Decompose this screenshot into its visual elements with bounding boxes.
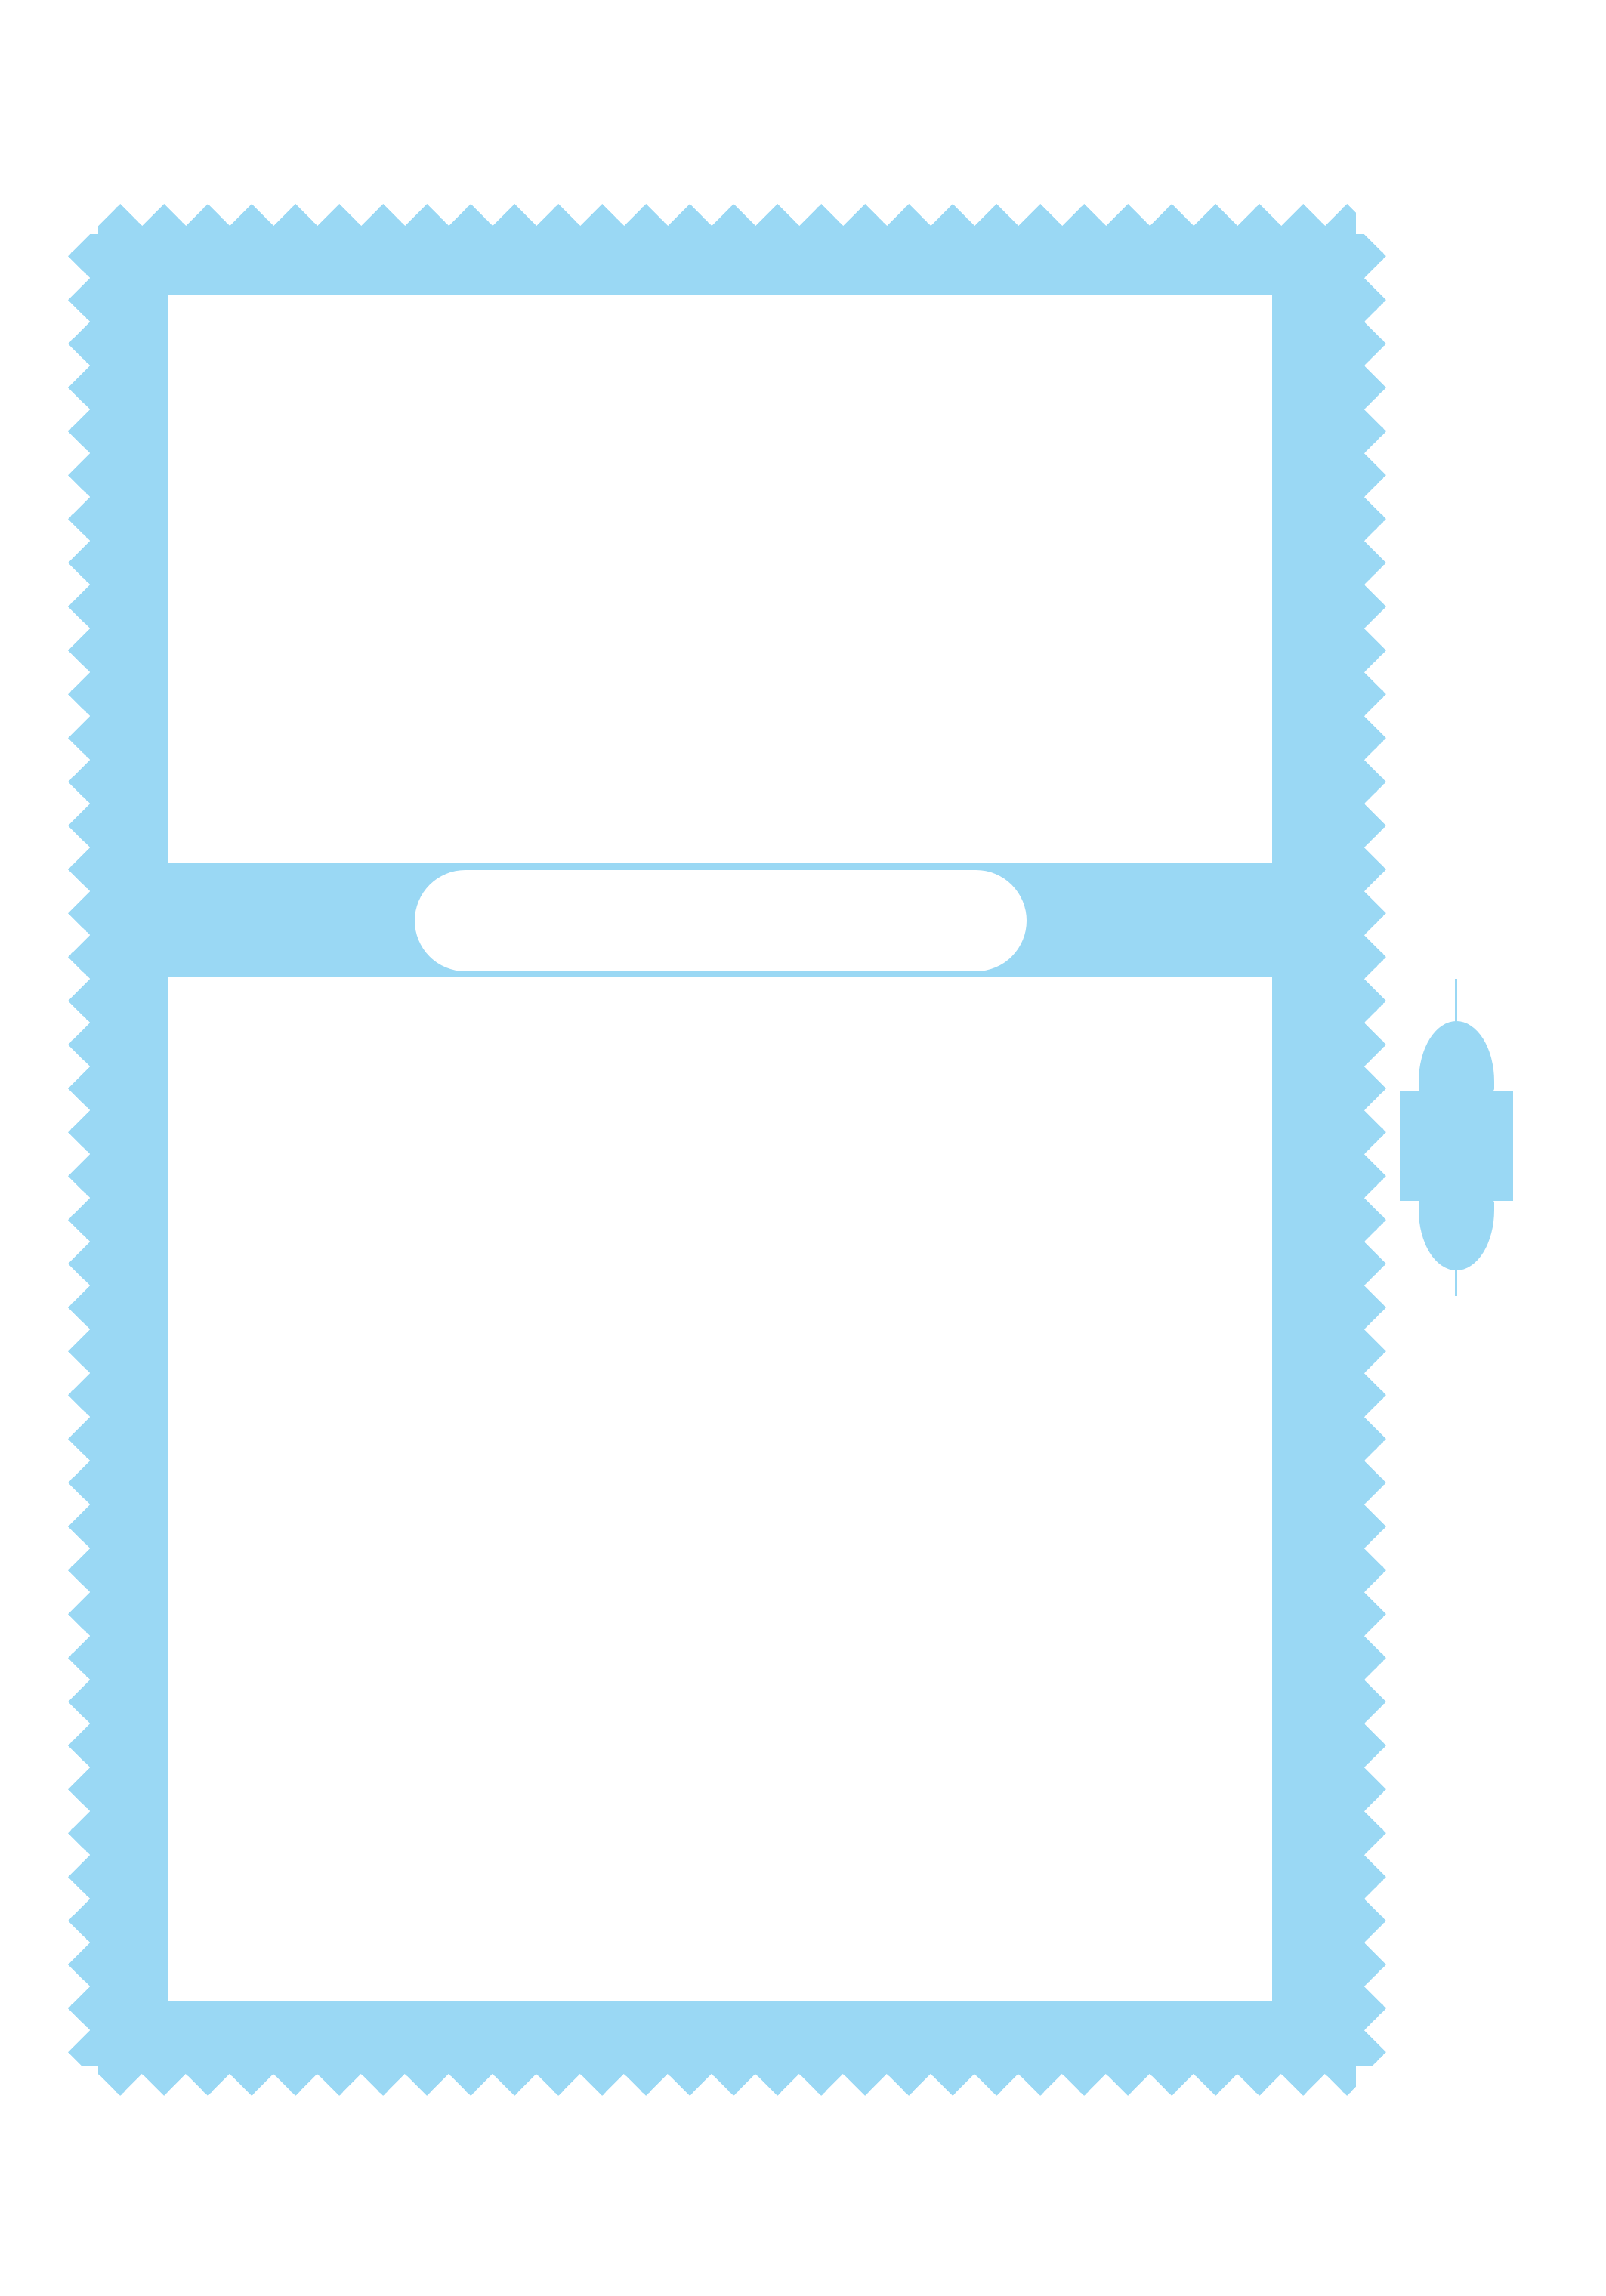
frame-teeth-bottom	[98, 2066, 1356, 2096]
quran-lines-top	[168, 295, 1272, 863]
basmala	[168, 977, 1272, 1091]
hizb-half-ornament	[1396, 979, 1517, 1296]
frame-teeth-left	[68, 234, 98, 2066]
ornament-dome-bottom	[1419, 1199, 1494, 1270]
frame-teeth-top	[98, 204, 1356, 234]
page-content	[168, 295, 1272, 2001]
ornament-dome-top	[1419, 1021, 1494, 1092]
surah-banner-cartouche	[415, 870, 1027, 971]
frame-teeth-right	[1356, 234, 1386, 2066]
quran-lines-bottom	[168, 1091, 1272, 2001]
ornament-square	[1400, 1091, 1513, 1201]
surah-banner	[168, 863, 1272, 977]
